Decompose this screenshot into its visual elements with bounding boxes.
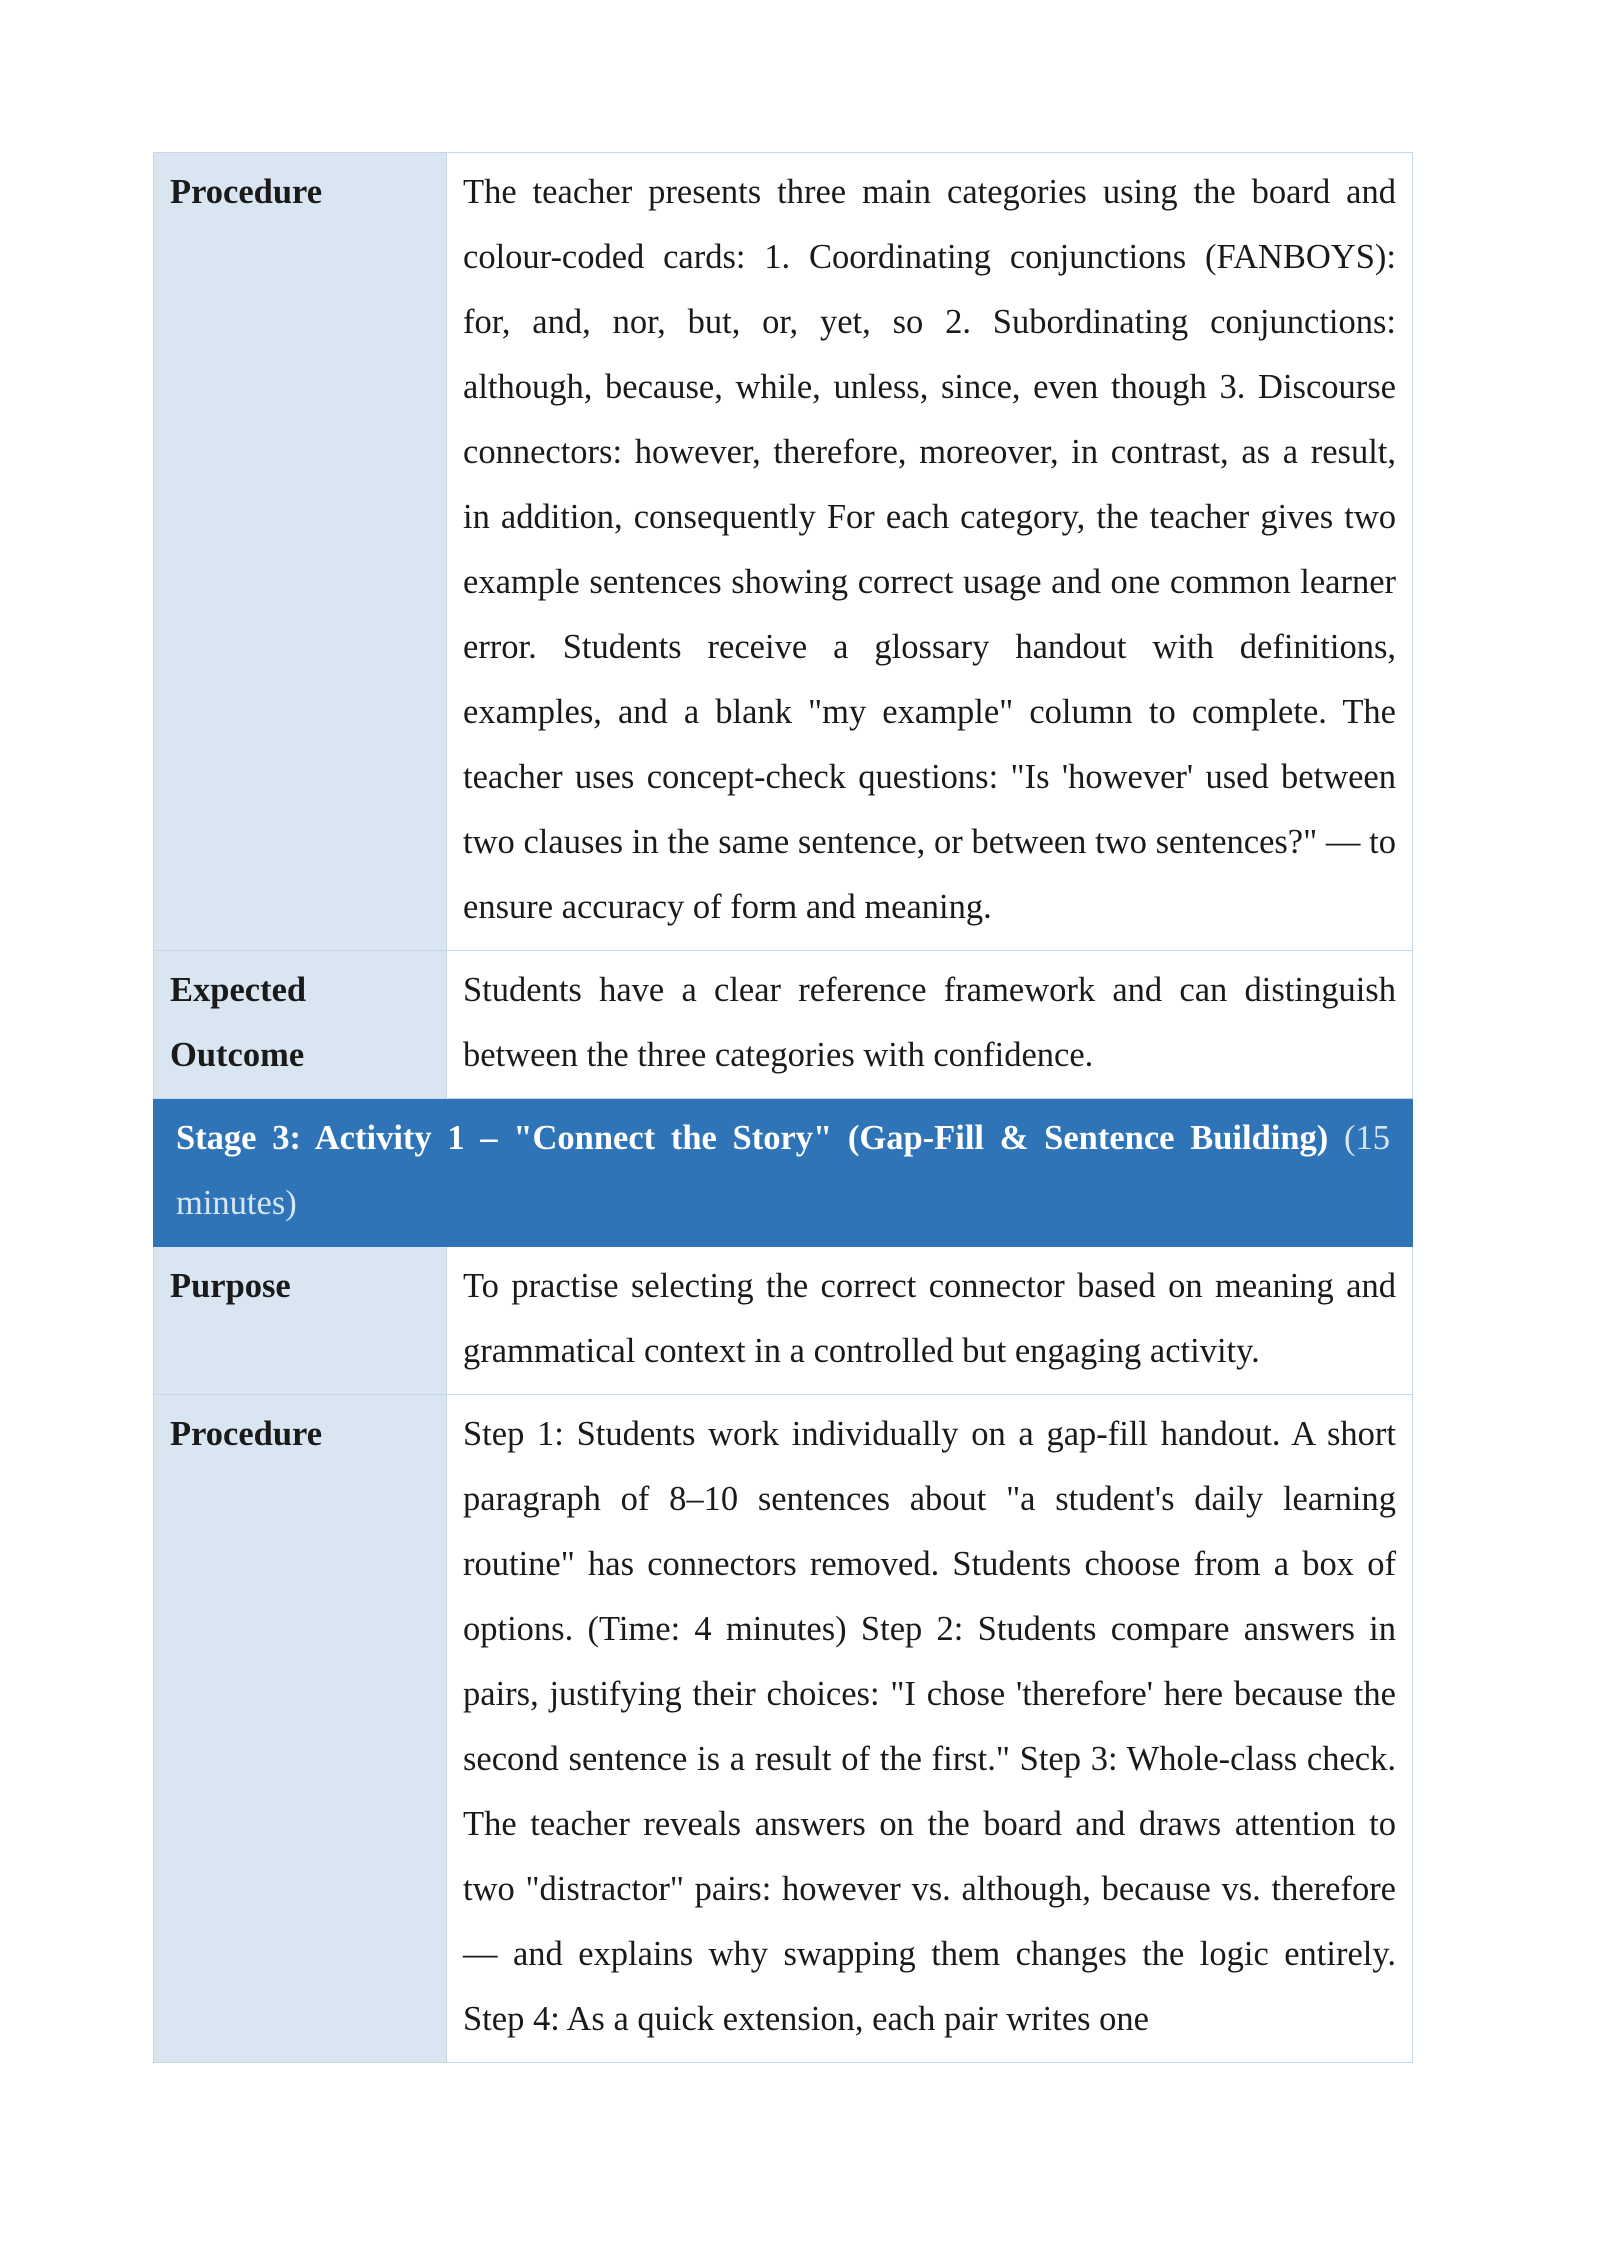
- table-row: [154, 153, 1413, 951]
- row-label-expected-outcome: Expected Outcome: [154, 951, 447, 1099]
- stage-duration: (15 minutes): [176, 1119, 1391, 1222]
- lesson-plan-table: [153, 152, 1413, 2063]
- row-content-procedure-2: Step 1: Students work individually on a gap-fill handout. A short paragraph of 8–10 sentences about "a student's daily learning routine" has connectors removed. Students choose from a box of options. (Time: 4 minutes) Step 2: Students compare answers in pairs, justifying their choices: "I chose 'therefore' here because the second sentence is a result of the first." Step 3: Whole-class check. The teacher reveals answers on the board and draws attention to two "distractor" pairs: however vs. although, because vs. therefore — and explains why swapping them changes the logic entirely. Step 4: As a quick extension, each pair writes one: [447, 1395, 1413, 2063]
- row-content-procedure: The teacher presents three main categories using the board and colour-coded cards: 1. Coordinating conjunctions (FANBOYS): for, and, nor, but, or, yet, so 2. Subordinating conjunctions: although, because, while, unless, since, even though 3. Discourse connectors: however, therefore, moreover, in contrast, as a result, in addition, consequently For each category, the teacher gives two example sentences showing correct usage and one common learner error. Students receive a glossary handout with definitions, examples, and a blank "my example" column to complete. The teacher uses concept-check questions: "Is 'however' used between two clauses in the same sentence, or between two sentences?" — to ensure accuracy of form and meaning.: [447, 153, 1413, 951]
- row-content-expected-outcome: Students have a clear reference framework and can distinguish between the three categories with confidence.: [447, 951, 1413, 1099]
- row-label-purpose: Purpose: [154, 1247, 447, 1395]
- row-label-procedure: Procedure: [154, 153, 447, 951]
- stage-title: Stage 3: Activity 1 – "Connect the Story" (Gap-Fill & Sentence Building): [176, 1119, 1329, 1157]
- stage-header: [154, 1099, 1413, 1247]
- row-content-purpose: To practise selecting the correct connector based on meaning and grammatical context in a controlled but engaging activity.: [447, 1247, 1413, 1395]
- table-row: [154, 1395, 1413, 2063]
- row-label-procedure-2: Procedure: [154, 1395, 447, 2063]
- table-row: [154, 951, 1413, 1099]
- table-row: [154, 1247, 1413, 1395]
- stage-header-row: [154, 1099, 1413, 1247]
